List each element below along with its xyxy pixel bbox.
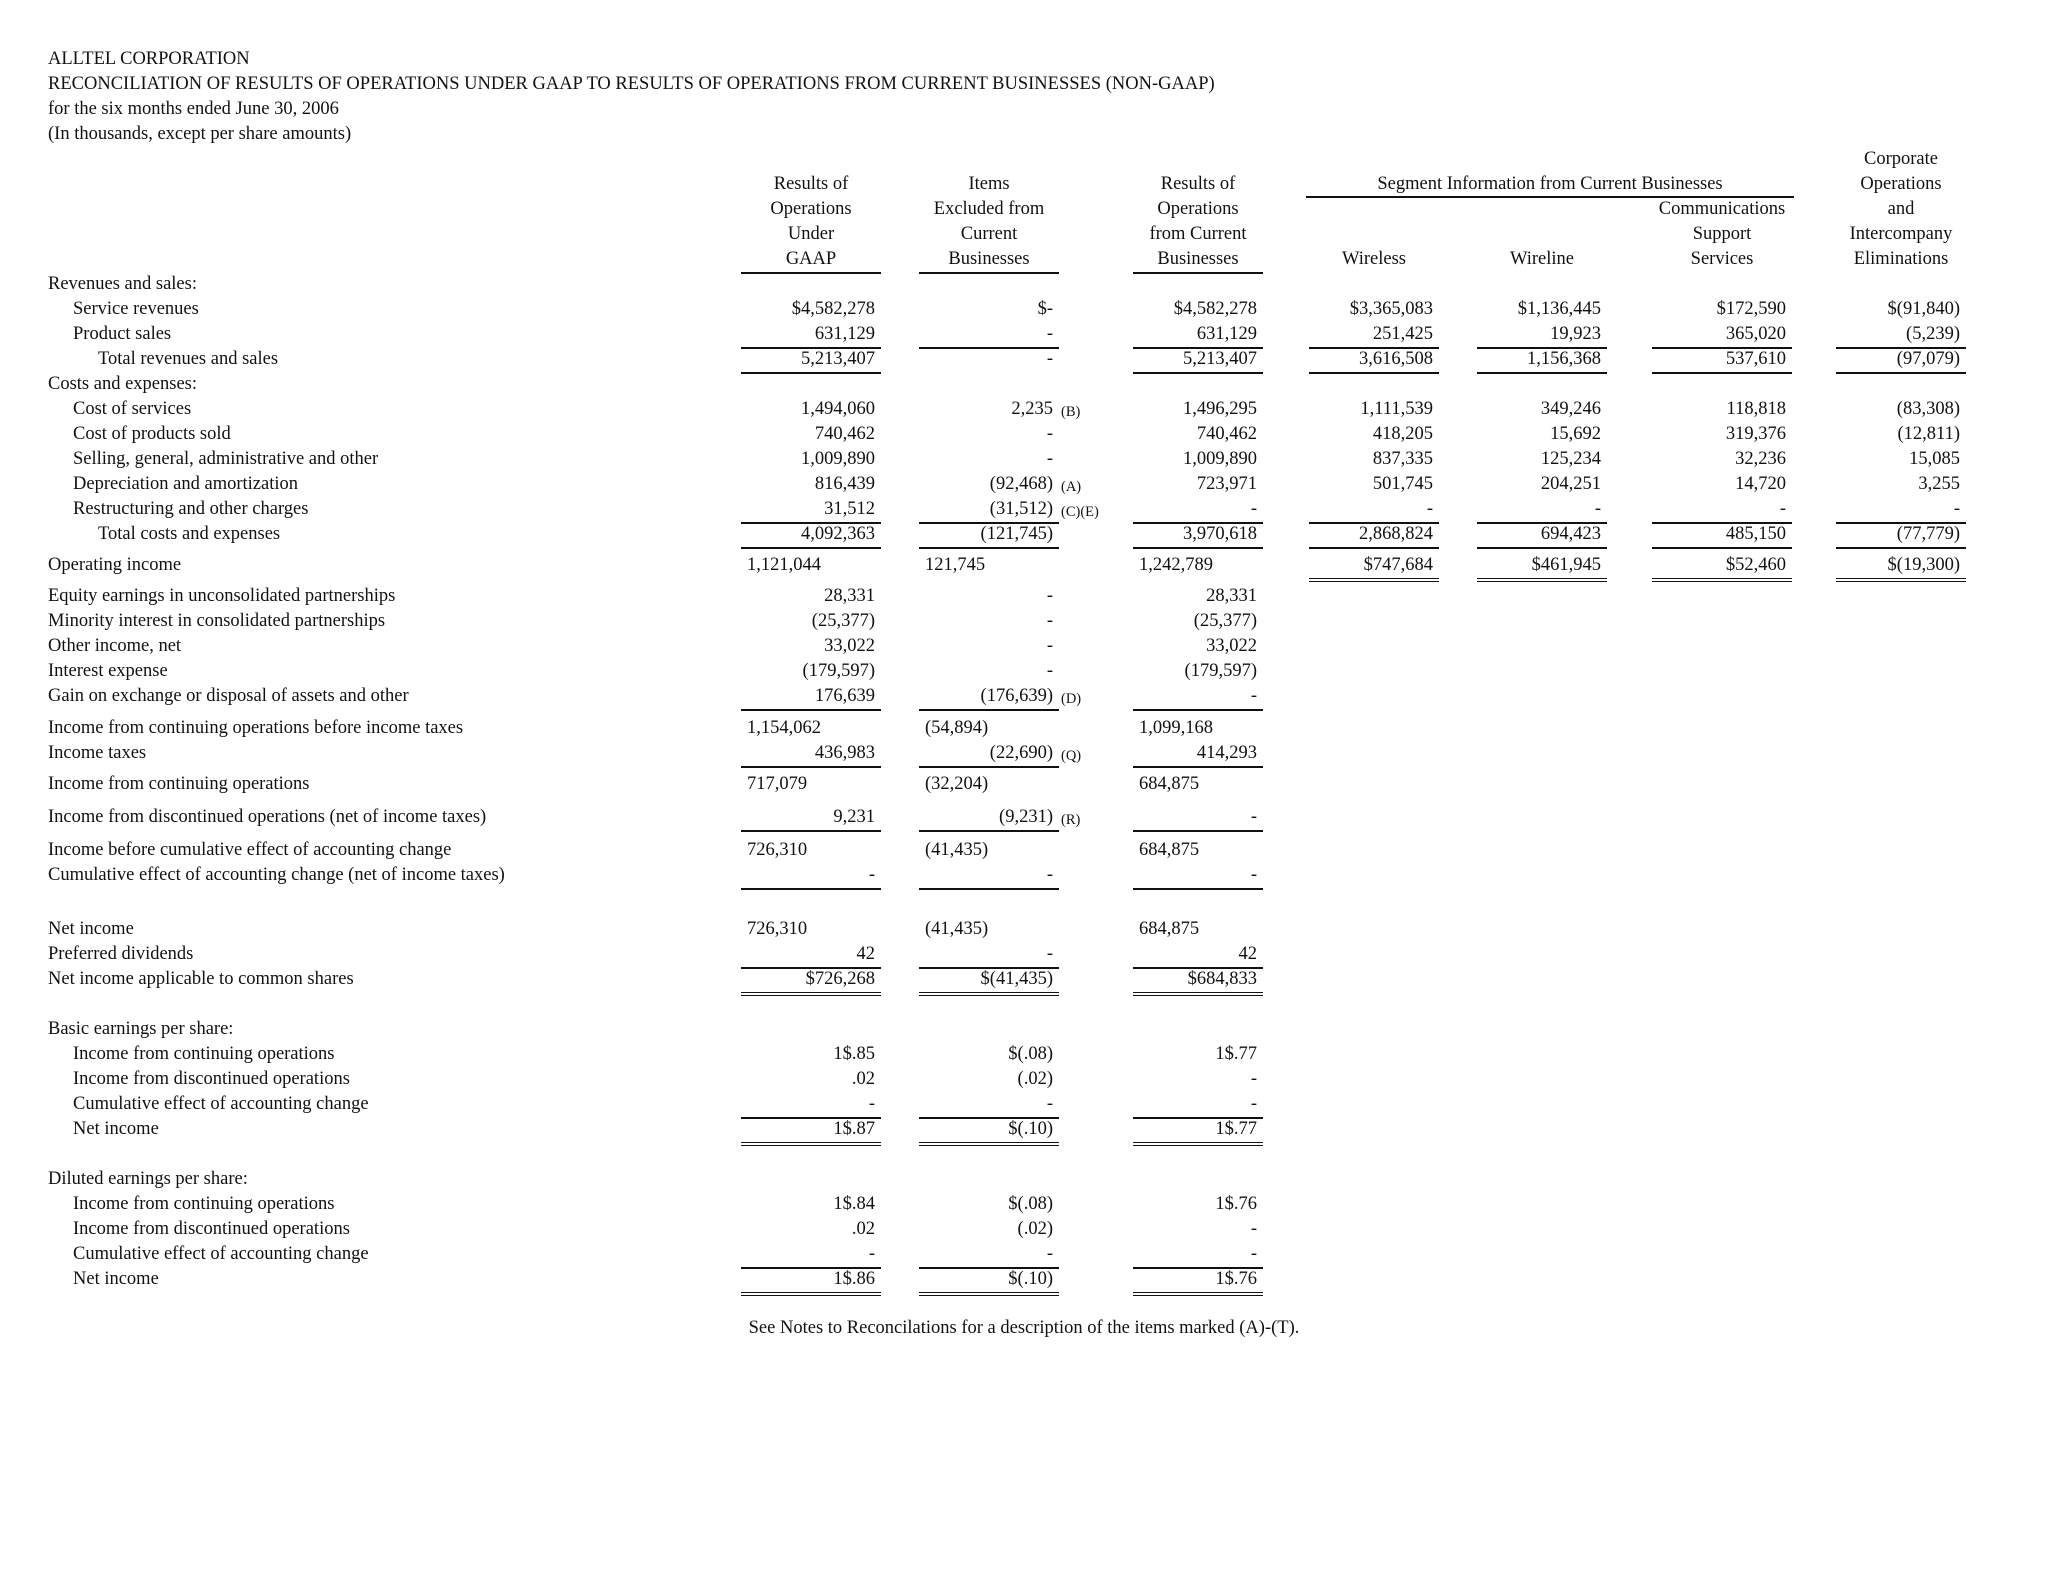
column-header-wireline: Wireline xyxy=(1510,249,1574,269)
row-label: Total costs and expenses xyxy=(98,524,281,544)
cell-gaap: $726,268 xyxy=(741,967,881,996)
cell-comm: 118,818 xyxy=(1726,399,1786,419)
row-label: Service revenues xyxy=(73,299,199,319)
row-label: Income from discontinued operations (net of income taxes) xyxy=(48,807,487,827)
row-label: Cumulative effect of accounting change (net of income taxes) xyxy=(48,865,505,885)
row-label: Net income xyxy=(73,1269,159,1289)
cell-corp: 15,085 xyxy=(1909,449,1960,469)
cell-corp: (77,779) xyxy=(1836,522,1966,549)
table-row xyxy=(0,741,2048,766)
row-label: Cost of products sold xyxy=(73,424,231,444)
table-row xyxy=(0,297,2048,322)
cell-current: 723,971 xyxy=(1196,474,1257,494)
cell-excluded: - xyxy=(919,863,1059,890)
cell-current: - xyxy=(1133,684,1263,711)
cell-wireline: - xyxy=(1477,497,1607,524)
cell-current: 740,462 xyxy=(1196,424,1257,444)
cell-current: - xyxy=(1133,805,1263,832)
cell-gaap: 1$.85 xyxy=(833,1044,875,1064)
column-header-gaap: Results of Operations Under GAAP xyxy=(741,172,881,274)
row-label: Selling, general, administrative and other xyxy=(73,449,379,469)
cell-excluded: (54,894) xyxy=(925,718,989,738)
row-label: Cost of services xyxy=(73,399,192,419)
row-label: Income from discontinued operations xyxy=(73,1069,350,1089)
cell-excluded: 121,745 xyxy=(925,555,986,575)
note-marker: (D) xyxy=(1061,691,1082,707)
cell-corp: (5,239) xyxy=(1836,322,1966,349)
cell-wireline: 204,251 xyxy=(1540,474,1601,494)
note-marker: (A) xyxy=(1061,479,1082,495)
cell-current: 1,242,789 xyxy=(1139,555,1213,575)
cell-gaap: (25,377) xyxy=(811,611,875,631)
row-label: Interest expense xyxy=(48,661,168,681)
row-label: Restructuring and other charges xyxy=(73,499,309,519)
row-label: Costs and expenses: xyxy=(48,374,198,394)
cell-gaap: - xyxy=(741,1092,881,1119)
table-row xyxy=(0,472,2048,497)
row-label: Cumulative effect of accounting change xyxy=(73,1094,369,1114)
row-label: Net income applicable to common shares xyxy=(48,969,354,989)
cell-comm: $52,460 xyxy=(1652,553,1792,582)
table-row xyxy=(0,1192,2048,1217)
cell-gaap: 740,462 xyxy=(814,424,875,444)
cell-current: 684,875 xyxy=(1139,774,1200,794)
table-row xyxy=(0,397,2048,422)
table-row xyxy=(0,917,2048,942)
cell-gaap: .02 xyxy=(851,1219,875,1239)
cell-comm: 485,150 xyxy=(1652,522,1792,549)
cell-excluded: - xyxy=(1046,349,1053,369)
cell-excluded: (121,745) xyxy=(919,522,1059,549)
row-label: Income taxes xyxy=(48,743,147,763)
cell-gaap: $4,582,278 xyxy=(791,299,875,319)
cell-current: 1$.77 xyxy=(1133,1117,1263,1146)
footer-note: See Notes to Reconcilations for a description of the items marked (A)-(T). xyxy=(748,1318,1300,1338)
table-row xyxy=(0,1217,2048,1242)
cell-gaap: 1,009,890 xyxy=(801,449,875,469)
cell-excluded: - xyxy=(919,1242,1059,1269)
cell-gaap: 5,213,407 xyxy=(741,347,881,374)
table-row xyxy=(0,553,2048,578)
column-header-wireless: Wireless xyxy=(1342,249,1406,269)
cell-excluded: $(.08) xyxy=(1008,1194,1053,1214)
table-row xyxy=(0,372,2048,397)
report-title: RECONCILIATION OF RESULTS OF OPERATIONS UNDER GAAP TO RESULTS OF OPERATIONS FROM CURRENT BUSINESSES (NON-GAAP) xyxy=(48,74,1215,94)
cell-current: - xyxy=(1133,497,1263,524)
table-row xyxy=(0,967,2048,992)
cell-current: 684,875 xyxy=(1139,840,1200,860)
cell-excluded: - xyxy=(1046,424,1053,444)
report-units: (In thousands, except per share amounts) xyxy=(48,124,352,144)
cell-current: $4,582,278 xyxy=(1173,299,1257,319)
cell-current: 684,875 xyxy=(1139,919,1200,939)
table-row xyxy=(0,942,2048,967)
cell-current: - xyxy=(1133,1242,1263,1269)
cell-excluded: - xyxy=(919,322,1059,349)
cell-excluded: $- xyxy=(1037,299,1053,319)
cell-gaap: 816,439 xyxy=(814,474,875,494)
cell-gaap: 717,079 xyxy=(747,774,808,794)
cell-wireless: 1,111,539 xyxy=(1360,399,1433,419)
row-label: Minority interest in consolidated partnerships xyxy=(48,611,386,631)
table-row xyxy=(0,1092,2048,1117)
table-row xyxy=(0,863,2048,888)
table-row xyxy=(0,497,2048,522)
cell-wireline: 694,423 xyxy=(1477,522,1607,549)
cell-excluded: $(.10) xyxy=(919,1117,1059,1146)
row-label: Equity earnings in unconsolidated partnerships xyxy=(48,586,396,606)
cell-gaap: 28,331 xyxy=(824,586,875,606)
cell-excluded: (32,204) xyxy=(925,774,989,794)
cell-excluded: (92,468) xyxy=(989,474,1053,494)
row-label: Income from continuing operations xyxy=(48,774,310,794)
cell-current: 42 xyxy=(1133,942,1263,969)
cell-gaap: 33,022 xyxy=(824,636,875,656)
table-row xyxy=(0,772,2048,797)
cell-corp: (97,079) xyxy=(1836,347,1966,374)
cell-corp: (12,811) xyxy=(1897,424,1960,444)
row-label: Operating income xyxy=(48,555,182,575)
cell-corp: - xyxy=(1836,497,1966,524)
row-label: Cumulative effect of accounting change xyxy=(73,1244,369,1264)
table-row xyxy=(0,634,2048,659)
row-label: Total revenues and sales xyxy=(98,349,279,369)
cell-wireline: 125,234 xyxy=(1540,449,1601,469)
table-row xyxy=(0,447,2048,472)
cell-gaap: (179,597) xyxy=(802,661,875,681)
cell-wireline: 349,246 xyxy=(1540,399,1601,419)
cell-wireless: $3,365,083 xyxy=(1349,299,1433,319)
table-row xyxy=(0,272,2048,297)
table-row xyxy=(0,347,2048,372)
column-header-excluded: Items Excluded from Current Businesses xyxy=(919,172,1059,274)
cell-current: - xyxy=(1250,1069,1257,1089)
cell-excluded: - xyxy=(1046,636,1053,656)
row-label: Net income xyxy=(73,1119,159,1139)
cell-gaap: 436,983 xyxy=(741,741,881,768)
cell-gaap: - xyxy=(741,863,881,890)
cell-excluded: (176,639) xyxy=(919,684,1059,711)
cell-wireless: $747,684 xyxy=(1309,553,1439,582)
cell-gaap: 1$.87 xyxy=(741,1117,881,1146)
cell-gaap: 42 xyxy=(741,942,881,969)
note-marker: (C)(E) xyxy=(1061,504,1099,520)
cell-excluded: (41,435) xyxy=(925,840,989,860)
cell-current: 1$.77 xyxy=(1215,1044,1257,1064)
cell-excluded: $(.10) xyxy=(919,1267,1059,1296)
table-row xyxy=(0,1242,2048,1267)
note-marker: (Q) xyxy=(1061,748,1082,764)
row-label: Other income, net xyxy=(48,636,182,656)
cell-current: 1,009,890 xyxy=(1183,449,1257,469)
cell-comm: 14,720 xyxy=(1735,474,1786,494)
row-label: Gain on exchange or disposal of assets and other xyxy=(48,686,409,706)
cell-excluded: (.02) xyxy=(1017,1219,1053,1239)
row-label: Diluted earnings per share: xyxy=(48,1169,248,1189)
cell-excluded: (22,690) xyxy=(919,741,1059,768)
table-row xyxy=(0,1117,2048,1142)
cell-comm: 319,376 xyxy=(1725,424,1786,444)
cell-corp: 3,255 xyxy=(1918,474,1960,494)
cell-current: - xyxy=(1133,1092,1263,1119)
cell-comm: $172,590 xyxy=(1716,299,1786,319)
table-row xyxy=(0,805,2048,830)
table-row xyxy=(0,1017,2048,1042)
report-header xyxy=(48,47,1215,147)
cell-excluded: - xyxy=(919,942,1059,969)
cell-current: 28,331 xyxy=(1206,586,1257,606)
table-row xyxy=(0,716,2048,741)
cell-current: 5,213,407 xyxy=(1133,347,1263,374)
row-label: Income from continuing operations xyxy=(73,1044,335,1064)
cell-gaap: .02 xyxy=(851,1069,875,1089)
cell-wireline: 1,156,368 xyxy=(1477,347,1607,374)
row-label: Product sales xyxy=(73,324,172,344)
cell-gaap: 176,639 xyxy=(741,684,881,711)
table-row xyxy=(0,1267,2048,1292)
table-row xyxy=(0,838,2048,863)
cell-current: 1$.76 xyxy=(1215,1194,1257,1214)
cell-comm: 537,610 xyxy=(1652,347,1792,374)
cell-comm: 32,236 xyxy=(1735,449,1786,469)
cell-gaap: 9,231 xyxy=(741,805,881,832)
row-label: Income before cumulative effect of accounting change xyxy=(48,840,452,860)
cell-gaap: 1,154,062 xyxy=(747,718,821,738)
table-row xyxy=(0,1042,2048,1067)
cell-wireless: - xyxy=(1309,497,1439,524)
row-label: Income from continuing operations xyxy=(73,1194,335,1214)
cell-gaap: - xyxy=(741,1242,881,1269)
cell-gaap: 726,310 xyxy=(747,840,808,860)
note-marker: (B) xyxy=(1061,404,1081,420)
cell-excluded: - xyxy=(1046,586,1053,606)
cell-current: (25,377) xyxy=(1193,611,1257,631)
cell-wireline: $1,136,445 xyxy=(1517,299,1601,319)
cell-gaap: 1,494,060 xyxy=(801,399,875,419)
cell-corp: $(91,840) xyxy=(1887,299,1960,319)
cell-gaap: 631,129 xyxy=(741,322,881,349)
row-label: Income from discontinued operations xyxy=(73,1219,350,1239)
column-header-comm: Communications Support Services xyxy=(1658,199,1786,269)
note-marker: (R) xyxy=(1061,812,1081,828)
table-row xyxy=(0,609,2048,634)
cell-current: - xyxy=(1250,1219,1257,1239)
cell-excluded: - xyxy=(1046,661,1053,681)
cell-comm: - xyxy=(1652,497,1792,524)
table-row xyxy=(0,1067,2048,1092)
cell-current: 33,022 xyxy=(1206,636,1257,656)
row-label: Preferred dividends xyxy=(48,944,194,964)
cell-excluded: (41,435) xyxy=(925,919,989,939)
cell-wireline: $461,945 xyxy=(1477,553,1607,582)
table-row xyxy=(0,1167,2048,1192)
cell-gaap: 1$.84 xyxy=(833,1194,875,1214)
cell-excluded: (31,512) xyxy=(919,497,1059,524)
cell-wireless: 3,616,508 xyxy=(1309,347,1439,374)
cell-excluded: $(.08) xyxy=(1008,1044,1053,1064)
cell-excluded: $(41,435) xyxy=(919,967,1059,996)
cell-gaap: 1,121,044 xyxy=(747,555,821,575)
cell-wireline: 15,692 xyxy=(1550,424,1601,444)
cell-wireless: 501,745 xyxy=(1372,474,1433,494)
cell-excluded: - xyxy=(1046,611,1053,631)
cell-current: - xyxy=(1133,863,1263,890)
cell-corp: $(19,300) xyxy=(1836,553,1966,582)
row-label: Basic earnings per share: xyxy=(48,1019,234,1039)
table-row xyxy=(0,322,2048,347)
table-row xyxy=(0,659,2048,684)
segment-title: Segment Information from Current Businesses xyxy=(1306,172,1794,198)
cell-gaap: 1$.86 xyxy=(741,1267,881,1296)
cell-comm: 365,020 xyxy=(1652,322,1792,349)
table-row xyxy=(0,422,2048,447)
cell-current: 1$.76 xyxy=(1133,1267,1263,1296)
cell-wireline: 19,923 xyxy=(1477,322,1607,349)
cell-excluded: - xyxy=(919,1092,1059,1119)
cell-wireless: 418,205 xyxy=(1372,424,1433,444)
cell-corp: (83,308) xyxy=(1896,399,1960,419)
row-label: Depreciation and amortization xyxy=(73,474,298,494)
cell-current: 1,496,295 xyxy=(1183,399,1257,419)
cell-gaap: 4,092,363 xyxy=(741,522,881,549)
company-name: ALLTEL CORPORATION xyxy=(48,49,250,69)
cell-excluded: (9,231) xyxy=(919,805,1059,832)
column-header-current: Results of Operations from Current Businesses xyxy=(1133,172,1263,274)
row-label: Income from continuing operations before income taxes xyxy=(48,718,464,738)
cell-current: (179,597) xyxy=(1184,661,1257,681)
cell-wireless: 2,868,824 xyxy=(1309,522,1439,549)
cell-excluded: 2,235 xyxy=(1011,399,1053,419)
cell-excluded: (.02) xyxy=(1017,1069,1053,1089)
cell-gaap: 31,512 xyxy=(741,497,881,524)
cell-current: 3,970,618 xyxy=(1133,522,1263,549)
table-row xyxy=(0,584,2048,609)
cell-current: $684,833 xyxy=(1133,967,1263,996)
cell-current: 1,099,168 xyxy=(1139,718,1213,738)
cell-excluded: - xyxy=(1046,449,1053,469)
cell-wireless: 837,335 xyxy=(1372,449,1433,469)
column-header-corp: Corporate Operations and Intercompany Eliminations xyxy=(1849,149,1953,269)
cell-wireless: 251,425 xyxy=(1309,322,1439,349)
table-row xyxy=(0,522,2048,547)
row-label: Revenues and sales: xyxy=(48,274,197,294)
report-period: for the six months ended June 30, 2006 xyxy=(48,99,339,119)
cell-gaap: 726,310 xyxy=(747,919,808,939)
table-row xyxy=(0,684,2048,709)
cell-current: 631,129 xyxy=(1133,322,1263,349)
row-label: Net income xyxy=(48,919,134,939)
cell-current: 414,293 xyxy=(1133,741,1263,768)
